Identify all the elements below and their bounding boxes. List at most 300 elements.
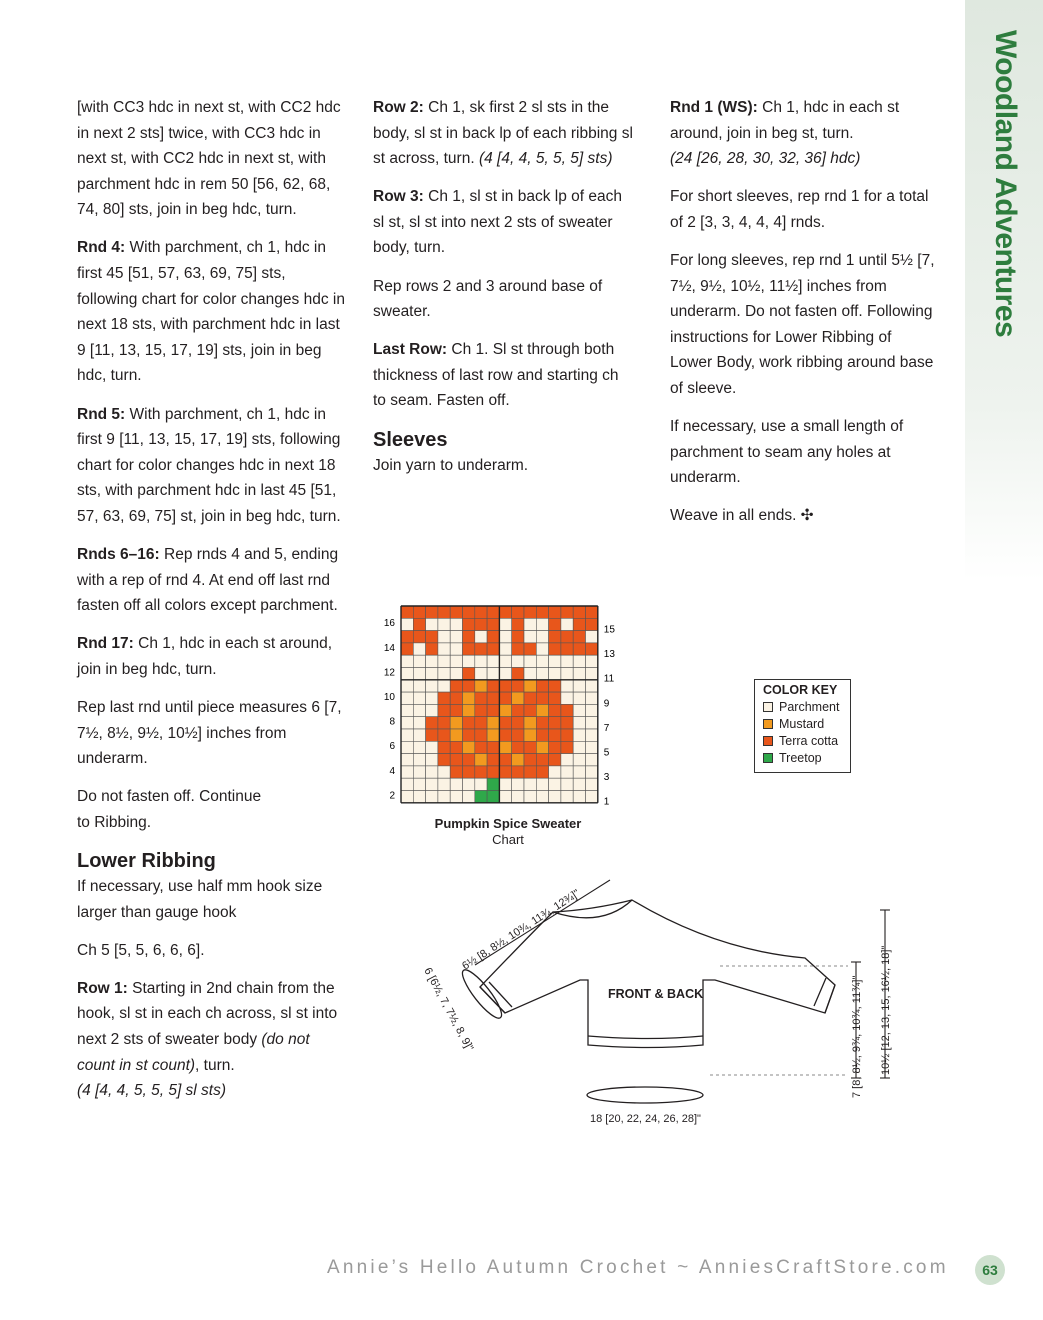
- chart-cell: [475, 606, 487, 618]
- chart-cell: [561, 791, 573, 803]
- chart-cell: [586, 754, 598, 766]
- chart-cell: [573, 692, 585, 704]
- chart-cell: [499, 704, 511, 716]
- chart-cell: [561, 655, 573, 667]
- chart-cell: [487, 680, 499, 692]
- color-key-item: [763, 749, 850, 766]
- chart-cell: [524, 704, 536, 716]
- chart-cell: [426, 606, 438, 618]
- chart-cell: [499, 680, 511, 692]
- chart-cell: [573, 680, 585, 692]
- chart-cell: [499, 754, 511, 766]
- chart-cell: [499, 791, 511, 803]
- chart-row-label-right: 1: [603, 796, 610, 808]
- chart-cell: [401, 741, 413, 753]
- chart-cell: [536, 778, 548, 790]
- chart-cell: [586, 729, 598, 741]
- paragraph: Last Row: Ch 1. Sl st through both thickness of last row and starting ch to seam. Fasten off.: [373, 341, 619, 410]
- chart-cell: [524, 680, 536, 692]
- chart-cell: [475, 791, 487, 803]
- chart-cell: [450, 631, 462, 643]
- chart-cell: [561, 692, 573, 704]
- chart-cell: [463, 618, 475, 630]
- paragraph: Rnd 5: With parchment, ch 1, hdc in first 9 [11, 13, 15, 17, 19] sts, following chart for color changes hdc in next 18 sts, with parchment hdc in last 45 [51, 57, 63, 69, 75] st, join in beg hdc, turn.: [77, 405, 341, 525]
- chart-cell: [426, 631, 438, 643]
- color-key-label: Terra cotta: [779, 733, 839, 748]
- chart-cell: [450, 791, 462, 803]
- body-length-label: 7 [8, 8½, 9¾, 10¾, 11¾]": [851, 975, 863, 1098]
- chart-row-label-left: 8: [389, 716, 395, 728]
- chart-cell: [573, 606, 585, 618]
- chart-cell: [401, 778, 413, 790]
- chart-cell: [524, 606, 536, 618]
- chart-cell: [426, 754, 438, 766]
- chart-cell: [586, 643, 598, 655]
- chart-cell: [512, 618, 524, 630]
- chart-cell: [487, 668, 499, 680]
- chart-cell: [487, 692, 499, 704]
- chart-cell: [401, 668, 413, 680]
- chart-cell: [413, 631, 425, 643]
- chart-cell: [573, 729, 585, 741]
- chart-cell: [536, 692, 548, 704]
- chart-cell: [413, 680, 425, 692]
- chart-cell: [512, 754, 524, 766]
- chart-cell: [487, 729, 499, 741]
- paragraph: Rnds 6–16: Rep rnds 4 and 5, ending with a rep of rnd 4. At end off last rnd fasten off all colors except parchment.: [77, 546, 339, 615]
- color-key-item: [763, 715, 850, 732]
- chart-cell: [450, 618, 462, 630]
- chart-cell: [549, 704, 561, 716]
- chart-cell: [475, 729, 487, 741]
- chart-cell: [573, 717, 585, 729]
- chart-cell: [450, 655, 462, 667]
- chart-row-label-right: 13: [603, 649, 615, 661]
- pumpkin-chart: [375, 600, 645, 815]
- chart-cell: [561, 766, 573, 778]
- chart-cell: [413, 668, 425, 680]
- paragraph: For long sleeves, rep rnd 1 until 5½ [7, 7½, 9½, 10½, 11½] inches from underarm. Do not fasten off. Following instructions for Lower Ribbing of Lower Body, work ribbing around base of sleeve.: [670, 251, 935, 397]
- chart-cell: [475, 754, 487, 766]
- chart-cell: [401, 717, 413, 729]
- chart-cell: [426, 717, 438, 729]
- chart-cell: [463, 754, 475, 766]
- chart-cell: [586, 618, 598, 630]
- chart-caption-sub: Chart: [492, 832, 524, 847]
- chart-row-label-right: 5: [603, 747, 610, 759]
- paragraph: Row 1: Starting in 2nd chain from the hook, sl st in each ch across, sl st into next 2 sts of sweater body (do not count in st count), turn. (4 [4, 4, 5, 5, 5] sl sts): [77, 979, 338, 1100]
- chart-cell: [438, 704, 450, 716]
- chart-cell: [487, 618, 499, 630]
- chart-cell: [561, 754, 573, 766]
- chart-cell: [463, 606, 475, 618]
- color-key-label: Parchment: [779, 699, 840, 714]
- chart-cell: [573, 766, 585, 778]
- chart-cell: [586, 692, 598, 704]
- chart-cell: [475, 717, 487, 729]
- chart-cell: [512, 655, 524, 667]
- chart-cell: [524, 618, 536, 630]
- chart-cell: [413, 655, 425, 667]
- chart-row-label-right: 9: [603, 698, 610, 710]
- chart-cell: [573, 791, 585, 803]
- color-key-label: Treetop: [779, 750, 822, 765]
- chart-cell: [487, 704, 499, 716]
- chart-cell: [463, 643, 475, 655]
- chart-row-label-left: 10: [383, 691, 395, 703]
- chart-cell: [512, 668, 524, 680]
- chart-cell: [512, 680, 524, 692]
- chart-cell: [487, 754, 499, 766]
- chart-cell: [549, 766, 561, 778]
- chart-cell: [536, 704, 548, 716]
- chart-cell: [499, 717, 511, 729]
- chart-cell: [487, 791, 499, 803]
- chart-cell: [426, 791, 438, 803]
- chart-cell: [561, 680, 573, 692]
- chart-cell: [413, 618, 425, 630]
- chart-cell: [499, 655, 511, 667]
- chart-cell: [549, 655, 561, 667]
- chart-cell: [475, 778, 487, 790]
- color-key-item: [763, 698, 850, 715]
- chart-cell: [426, 778, 438, 790]
- chart-cell: [536, 791, 548, 803]
- chart-cell: [549, 741, 561, 753]
- chart-cell: [463, 766, 475, 778]
- chart-cell: [487, 631, 499, 643]
- chart-cell: [536, 606, 548, 618]
- chart-cell: [413, 754, 425, 766]
- chart-cell: [549, 791, 561, 803]
- chart-cell: [401, 754, 413, 766]
- chart-cell: [401, 766, 413, 778]
- chart-cell: [401, 655, 413, 667]
- chart-cell: [438, 791, 450, 803]
- chart-cell: [536, 729, 548, 741]
- chart-cell: [524, 631, 536, 643]
- chart-cell: [487, 778, 499, 790]
- chart-cell: [549, 631, 561, 643]
- chart-cell: [573, 655, 585, 667]
- paragraph: Rnd 1 (WS): Ch 1, hdc in each st around, join in beg st, turn. (24 [26, 28, 30, 32, 36] hdc): [670, 99, 900, 168]
- chart-cell: [475, 631, 487, 643]
- schematic-center-label: FRONT & BACK: [608, 987, 704, 1001]
- chart-cell: [463, 717, 475, 729]
- chart-cell: [450, 741, 462, 753]
- heading-sleeves: Sleeves: [373, 428, 448, 451]
- chart-cell: [561, 668, 573, 680]
- color-key-title: COLOR KEY: [763, 683, 838, 697]
- chart-cell: [573, 704, 585, 716]
- chart-cell: [524, 692, 536, 704]
- chart-row-label-right: 7: [603, 722, 610, 734]
- chart-cell: [438, 655, 450, 667]
- chart-cell: [426, 729, 438, 741]
- chart-cell: [450, 717, 462, 729]
- chart-cell: [426, 643, 438, 655]
- chart-cell: [549, 717, 561, 729]
- chart-cell: [401, 704, 413, 716]
- chart-cell: [450, 754, 462, 766]
- paragraph: Row 3: Ch 1, sl st in back lp of each sl st, sl st into next 2 sts of sweater body, turn.: [373, 188, 622, 257]
- chart-cell: [450, 643, 462, 655]
- chart-cell: [512, 729, 524, 741]
- paragraph: Rnd 4: With parchment, ch 1, hdc in first 45 [51, 57, 63, 69, 75] sts, following chart for color changes hdc in next 18 sts, with parchment hdc in last 9 [11, 13, 15, 17, 19] sts, join in beg hdc, turn.: [77, 239, 345, 385]
- chart-cell: [463, 692, 475, 704]
- chart-row-label-right: 11: [603, 673, 615, 685]
- chart-cell: [413, 643, 425, 655]
- chart-cell: [512, 766, 524, 778]
- chart-cell: [438, 631, 450, 643]
- color-swatch: [763, 736, 773, 746]
- chart-cell: [475, 618, 487, 630]
- chart-cell: [586, 741, 598, 753]
- chart-cell: [512, 606, 524, 618]
- chart-cell: [586, 631, 598, 643]
- width-label: 18 [20, 22, 24, 26, 28]": [590, 1113, 701, 1125]
- color-key-item: [763, 732, 850, 749]
- chart-row-label-right: 15: [603, 624, 615, 636]
- chart-cell: [438, 741, 450, 753]
- chart-cell: [450, 668, 462, 680]
- chart-cell: [475, 668, 487, 680]
- chart-cell: [401, 631, 413, 643]
- chart-cell: [586, 606, 598, 618]
- chart-cell: [586, 668, 598, 680]
- chart-cell: [450, 606, 462, 618]
- chart-cell: [499, 766, 511, 778]
- chart-cell: [475, 692, 487, 704]
- chart-cell: [426, 655, 438, 667]
- chart-cell: [573, 778, 585, 790]
- color-swatch: [763, 719, 773, 729]
- paragraph: If necessary, use a small length of parchment to seam any holes at underarm.: [670, 418, 904, 487]
- chart-cell: [536, 631, 548, 643]
- chart-cell: [463, 704, 475, 716]
- chart-cell: [561, 778, 573, 790]
- chart-cell: [438, 754, 450, 766]
- chart-cell: [463, 778, 475, 790]
- chart-row-label-left: 12: [383, 667, 395, 679]
- text-column-3: [670, 95, 935, 541]
- chart-cell: [438, 643, 450, 655]
- chart-cell: [413, 791, 425, 803]
- chart-cell: [438, 668, 450, 680]
- text-column-2: [373, 95, 635, 491]
- chart-cell: [512, 717, 524, 729]
- chart-cell: [438, 778, 450, 790]
- chart-cell: [413, 729, 425, 741]
- text-column-1: [77, 95, 349, 1116]
- chart-cell: [561, 729, 573, 741]
- chart-cell: [475, 655, 487, 667]
- chart-cell: [549, 680, 561, 692]
- chart-cell: [512, 631, 524, 643]
- chart-cell: [586, 704, 598, 716]
- chart-cell: [524, 729, 536, 741]
- chart-caption: [408, 816, 608, 848]
- chart-cell: [426, 680, 438, 692]
- cuff-label: 6 [6½, 7, 7½, 8, 9]": [421, 965, 476, 1054]
- chart-cell: [401, 729, 413, 741]
- paragraph: Rnd 17: Ch 1, hdc in each st around, join in beg hdc, turn.: [77, 635, 333, 678]
- chart-cell: [512, 778, 524, 790]
- chart-cell: [549, 729, 561, 741]
- chart-cell: [426, 704, 438, 716]
- chart-row-label-right: 3: [603, 772, 610, 784]
- chart-cell: [586, 766, 598, 778]
- color-swatch: [763, 753, 773, 763]
- chart-cell: [401, 643, 413, 655]
- paragraph: If necessary, use half mm hook size larger than gauge hook: [77, 877, 323, 921]
- chart-cell: [401, 606, 413, 618]
- chart-cell: [450, 692, 462, 704]
- chart-cell: [561, 741, 573, 753]
- chart-cell: [524, 754, 536, 766]
- chart-cell: [536, 643, 548, 655]
- chart-cell: [499, 692, 511, 704]
- chart-cell: [512, 692, 524, 704]
- chart-cell: [536, 680, 548, 692]
- chart-cell: [536, 754, 548, 766]
- chart-cell: [487, 655, 499, 667]
- chart-cell: [499, 643, 511, 655]
- chart-cell: [450, 680, 462, 692]
- chart-cell: [463, 741, 475, 753]
- heading-lower-ribbing: Lower Ribbing: [77, 849, 216, 872]
- chart-cell: [438, 680, 450, 692]
- chart-cell: [573, 741, 585, 753]
- chart-cell: [426, 668, 438, 680]
- paragraph: Join yarn to underarm.: [373, 456, 529, 474]
- chart-cell: [573, 643, 585, 655]
- chart-cell: [487, 643, 499, 655]
- chart-cell: [463, 729, 475, 741]
- chart-cell: [561, 618, 573, 630]
- chart-row-label-left: 4: [389, 765, 395, 777]
- chart-cell: [561, 704, 573, 716]
- chart-cell: [524, 766, 536, 778]
- chart-cell: [401, 680, 413, 692]
- chart-cell: [413, 692, 425, 704]
- chart-cell: [401, 618, 413, 630]
- chart-cell: [475, 766, 487, 778]
- chart-cell: [475, 704, 487, 716]
- chart-cell: [413, 741, 425, 753]
- chart-cell: [413, 778, 425, 790]
- chart-cell: [561, 631, 573, 643]
- chart-cell: [463, 655, 475, 667]
- chart-cell: [487, 741, 499, 753]
- chart-cell: [524, 778, 536, 790]
- chart-cell: [549, 668, 561, 680]
- chart-cell: [561, 717, 573, 729]
- chart-cell: [586, 778, 598, 790]
- chart-cell: [450, 766, 462, 778]
- chart-cell: [426, 692, 438, 704]
- chart-cell: [536, 741, 548, 753]
- page-number: 63: [975, 1255, 1005, 1285]
- hem-ellipse: [587, 1087, 703, 1103]
- chart-cell: [573, 754, 585, 766]
- chart-cell: [463, 791, 475, 803]
- chart-cell: [573, 668, 585, 680]
- chart-cell: [586, 791, 598, 803]
- chart-cell: [499, 778, 511, 790]
- chart-cell: [487, 717, 499, 729]
- chart-cell: [573, 631, 585, 643]
- chart-cell: [438, 692, 450, 704]
- paragraph: Row 2: Ch 1, sk first 2 sl sts in the body, sl st in back lp of each ribbing sl st across, turn. (4 [4, 4, 5, 5, 5] sts): [373, 99, 633, 168]
- chart-cell: [413, 717, 425, 729]
- chart-cell: [561, 606, 573, 618]
- chart-cell: [512, 643, 524, 655]
- color-key-label: Mustard: [779, 716, 825, 731]
- chart-cell: [438, 766, 450, 778]
- chart-cell: [487, 606, 499, 618]
- sleeve-length-label: 6½ [8, 8½, 10¾, 11¾, 12¾]": [460, 887, 583, 973]
- chart-cell: [475, 741, 487, 753]
- chart-cell: [401, 692, 413, 704]
- chart-cell: [524, 643, 536, 655]
- chart-caption-title: Pumpkin Spice Sweater: [434, 816, 582, 831]
- chart-cell: [549, 692, 561, 704]
- color-key: [754, 679, 851, 773]
- chart-cell: [549, 606, 561, 618]
- chart-cell: [450, 704, 462, 716]
- chart-cell: [524, 741, 536, 753]
- chart-cell: [499, 729, 511, 741]
- chart-cell: [463, 680, 475, 692]
- chart-cell: [426, 618, 438, 630]
- right-cuff: [814, 978, 835, 1013]
- paragraph: [with CC3 hdc in next st, with CC2 hdc in next 2 sts] twice, with CC3 hdc in next st, with CC2 hdc in next st, with parchment hdc in rem 50 [56, 62, 68, 74, 80] sts, join in beg hdc, turn.: [77, 99, 341, 219]
- total-length-label: 10½ [12, 13, 15, 16½, 18]": [880, 945, 892, 1075]
- chart-row-label-left: 14: [383, 642, 395, 654]
- chart-cell: [487, 766, 499, 778]
- chart-cell: [549, 754, 561, 766]
- chart-cell: [536, 668, 548, 680]
- paragraph: Do not fasten off. Continue to Ribbing.: [77, 788, 262, 831]
- chart-row-label-left: 6: [389, 741, 395, 753]
- chart-cell: [475, 643, 487, 655]
- chart-cell: [524, 717, 536, 729]
- chart-cell: [524, 655, 536, 667]
- chart-cell: [561, 643, 573, 655]
- chart-cell: [450, 778, 462, 790]
- chart-cell: [450, 729, 462, 741]
- chart-cell: [536, 717, 548, 729]
- sweater-schematic: [410, 870, 920, 1140]
- chart-cell: [586, 717, 598, 729]
- chart-cell: [499, 741, 511, 753]
- chart-cell: [536, 618, 548, 630]
- chart-cell: [463, 631, 475, 643]
- chart-cell: [549, 618, 561, 630]
- chart-cell: [438, 729, 450, 741]
- chart-cell: [426, 741, 438, 753]
- chart-cell: [463, 668, 475, 680]
- chart-row-label-left: 2: [389, 790, 395, 802]
- chart-cell: [413, 766, 425, 778]
- chart-cell: [512, 791, 524, 803]
- chart-row-label-left: 16: [383, 618, 395, 630]
- chart-cell: [438, 717, 450, 729]
- chart-cell: [512, 704, 524, 716]
- paragraph: Weave in all ends. ✣: [670, 507, 814, 525]
- chart-cell: [549, 778, 561, 790]
